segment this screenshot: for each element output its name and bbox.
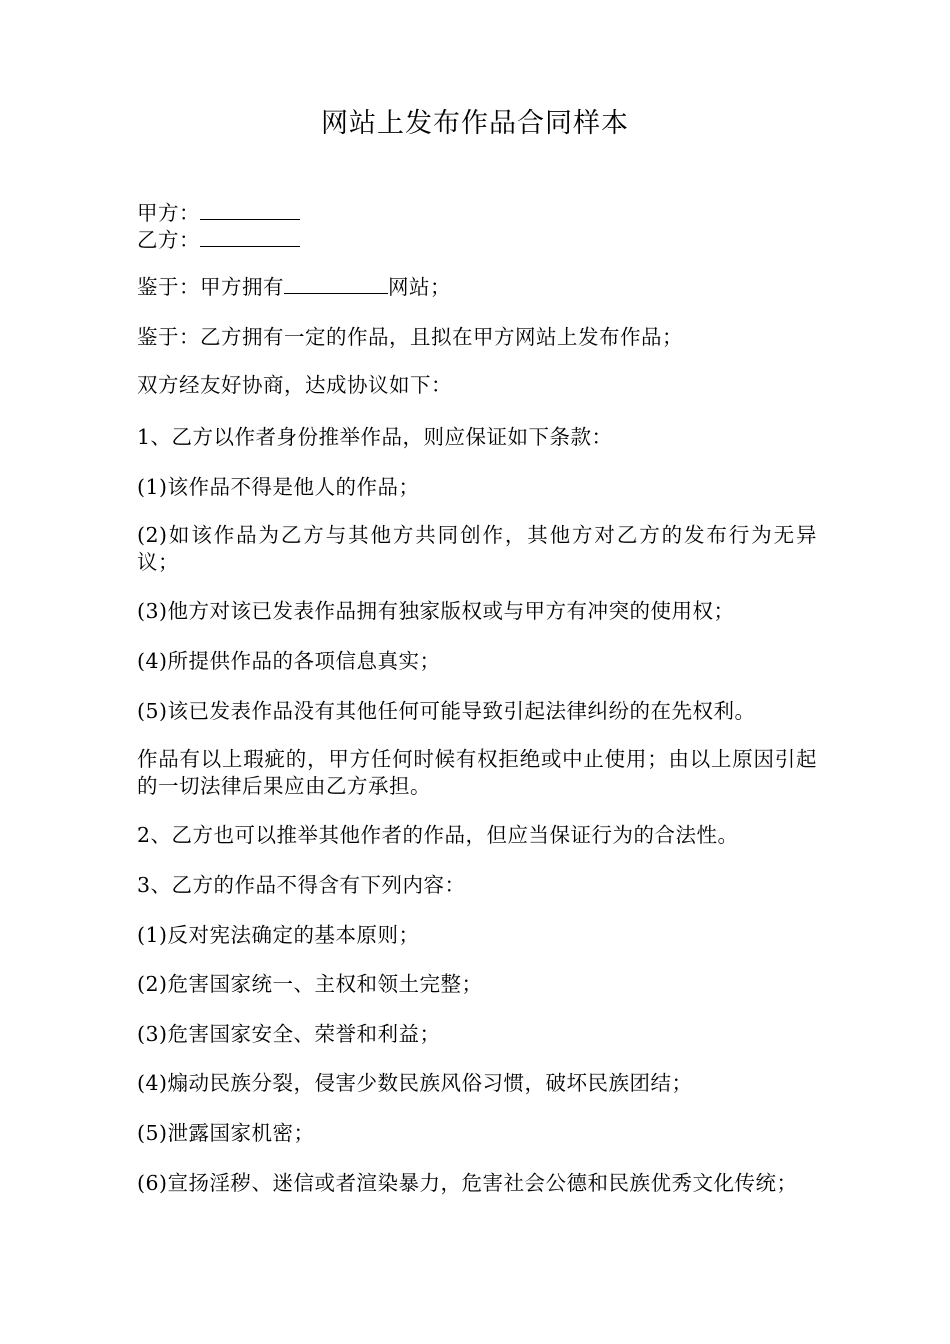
defect-clause: 作品有以上瑕疵的，甲方任何时候有权拒绝或中止使用；由以上原因引起的一切法律后果应由乙方承担。 bbox=[137, 747, 817, 798]
clause-3-item-4: (4)煽动民族分裂，侵害少数民族风俗习惯，破坏民族团结； bbox=[137, 1071, 693, 1095]
party-b-blank bbox=[200, 226, 300, 247]
party-a-line bbox=[137, 199, 817, 227]
whereas-1-prefix: 鉴于：甲方拥有 bbox=[137, 275, 284, 299]
clause-1-item-1: (1)该作品不得是他人的作品； bbox=[137, 475, 420, 499]
document-title: 网站上发布作品合同样本 bbox=[321, 108, 629, 139]
clause-3-item-2: (2)危害国家统一、主权和领土完整； bbox=[137, 972, 483, 996]
party-b-label: 乙方： bbox=[137, 228, 200, 252]
clause-1-item-5: (5)该已发表作品没有其他任何可能导致引起法律纠纷的在先权利。 bbox=[137, 699, 756, 723]
website-name-blank bbox=[284, 273, 388, 294]
clause-1: 1、乙方以作者身份推举作品，则应保证如下条款： bbox=[137, 425, 613, 449]
whereas-2: 鉴于：乙方拥有一定的作品，且拟在甲方网站上发布作品； bbox=[137, 325, 683, 349]
whereas-1 bbox=[137, 273, 817, 301]
clause-1-item-4: (4)所提供作品的各项信息真实； bbox=[137, 649, 441, 673]
clause-3: 3、乙方的作品不得含有下列内容： bbox=[137, 873, 466, 897]
party-a-label: 甲方： bbox=[137, 201, 200, 225]
whereas-1-suffix: 网站； bbox=[388, 275, 451, 299]
agreement-intro: 双方经友好协商，达成协议如下： bbox=[137, 373, 452, 397]
clause-3-item-1: (1)反对宪法确定的基本原则； bbox=[137, 923, 420, 947]
clause-3-item-3: (3)危害国家安全、荣誉和利益； bbox=[137, 1022, 441, 1046]
clause-3-item-5: (5)泄露国家机密； bbox=[137, 1121, 315, 1145]
clause-1-item-2: (2)如该作品为乙方与其他方共同创作，其他方对乙方的发布行为无异议； bbox=[137, 523, 817, 574]
party-a-blank bbox=[200, 199, 300, 220]
clause-3-item-6: (6)宣扬淫秽、迷信或者渲染暴力，危害社会公德和民族优秀文化传统； bbox=[137, 1171, 798, 1195]
party-b-line bbox=[137, 226, 817, 254]
clause-2: 2、乙方也可以推举其他作者的作品，但应当保证行为的合法性。 bbox=[137, 823, 739, 847]
clause-1-item-3: (3)他方对该已发表作品拥有独家版权或与甲方有冲突的使用权； bbox=[137, 599, 735, 623]
